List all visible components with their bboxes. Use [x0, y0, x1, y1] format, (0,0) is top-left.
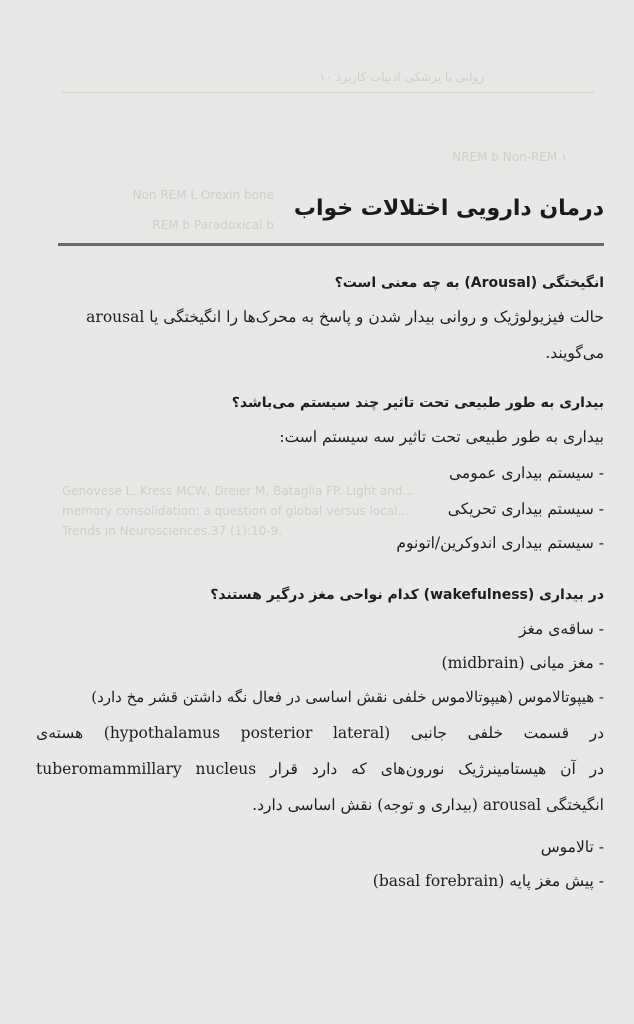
systems-intro: بیداری به طور طبیعی تحت تاثیر سه سیستم است: — [279, 428, 604, 446]
bleed-reference: Trends in Neurosciences.37 (1):10-9. — [62, 524, 283, 538]
question-arousal: انگیختگی (Arousal) به چه معنی است؟ — [334, 275, 604, 291]
bleed-reference: memory consolidation: a question of global versus local... — [62, 504, 409, 518]
list-item: - پیش مغز پایه (basal forebrain) — [372, 872, 604, 890]
bleed-line: ۱۰ NREM b Non-REM — [452, 150, 574, 164]
answer-arousal-line-1: حالت فیزیولوژیک و روانی بیدار شدن و پاسخ به محرک‌ها را انگیختگی یا arousal — [86, 308, 604, 326]
word: tuberomammillary — [36, 760, 182, 778]
answer-arousal-line-2: می‌گویند. — [545, 344, 604, 362]
bleed-header: روانی با پزشکی ادبیات کاربرد ۱۰ — [319, 70, 484, 84]
word: nucleus — [195, 760, 257, 778]
list-item: - سیستم بیداری اندوکرین/اتونوم — [396, 534, 604, 552]
list-item: - سیستم بیداری عمومی — [449, 464, 604, 482]
title-divider — [58, 243, 604, 246]
question-brain-regions: در بیداری (wakefulness) کدام نواحی مغز درگیر هستند؟ — [210, 587, 604, 603]
page-title: درمان دارویی اختلالات خواب — [293, 196, 604, 221]
bleed-line: REM b Paradoxical b — [152, 218, 274, 232]
word: posterior — [240, 724, 313, 742]
list-item: - ساقه‌ی مغز — [519, 620, 604, 638]
word: قرار — [270, 760, 298, 778]
word: هیستامینرژیک — [458, 760, 547, 778]
bleed-line: Non REM L Orexin bone — [132, 188, 274, 202]
hypothalamus-line-2 — [36, 722, 604, 744]
word: جانبی — [410, 724, 448, 742]
hypothalamus-line-1: - هیپوتالاموس (هیپوتالاموس خلفی نقش اساسی در فعال نگه داشتن قشر مخ دارد) — [91, 688, 604, 706]
word: (lateral — [332, 724, 391, 742]
bleed-reference: Genovese L, Kress MCW, Dreier M, Bataglia FP. Light and... — [62, 484, 414, 498]
list-item: - سیستم بیداری تحریکی — [447, 500, 604, 518]
word: در — [589, 760, 604, 778]
word: در — [589, 724, 604, 742]
word: خلفی — [467, 724, 504, 742]
word: hypothalamus) — [103, 724, 221, 742]
list-item: - مغز میانی (midbrain) — [441, 654, 604, 672]
word: آن — [560, 760, 576, 778]
word: که — [351, 760, 367, 778]
hypothalamus-line-4: انگیختگی arousal (بیداری و توجه) نقش اساسی دارد. — [252, 796, 604, 814]
list-item: - تالاموس — [540, 838, 604, 856]
word: هسته‌ی — [36, 724, 84, 742]
hypothalamus-line-3 — [36, 758, 604, 780]
word: دارد — [311, 760, 338, 778]
word: قسمت — [523, 724, 570, 742]
question-systems: بیداری به طور طبیعی تحت تاثیر چند سیستم می‌باشد؟ — [231, 395, 604, 411]
word: نورون‌های — [380, 760, 445, 778]
